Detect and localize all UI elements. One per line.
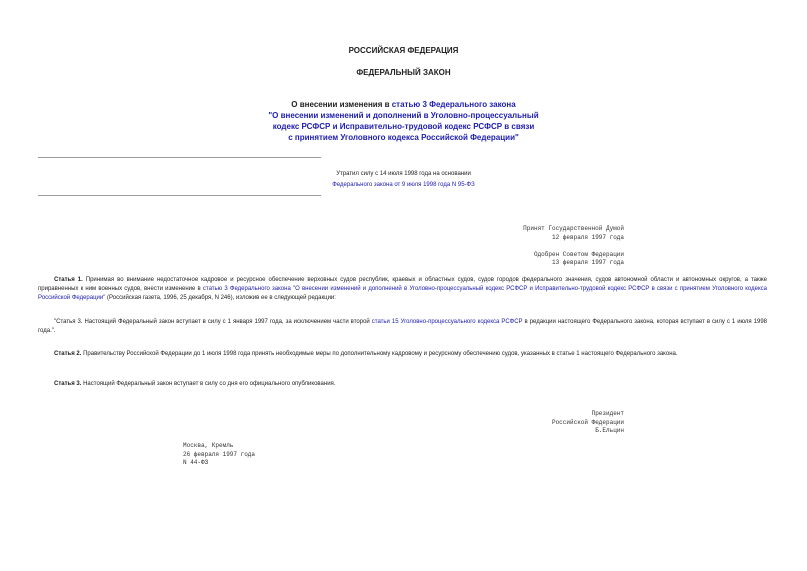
amended-article-quote (38, 318, 767, 336)
status-note-text: Утратил силу с 14 июля 1998 года на основании (336, 171, 471, 177)
article-1-label: Статья 1. (54, 277, 83, 283)
adoption-block (523, 225, 624, 268)
repeal-law-link[interactable]: Федерального закона от 9 июля 1998 года N 95-ФЗ (332, 182, 475, 188)
place: Москва, Кремль (183, 442, 234, 449)
article-3-text: Настоящий Федеральный закон вступает в силу со дня его официального опубликования. (81, 381, 336, 387)
title-line-1 (0, 99, 807, 110)
article-1-text-b: (Российская газета, 1996, 25 декабря, N 246), изложив ее в следующей редакции: (105, 295, 336, 301)
signature-office: Российской Федерации (551, 418, 624, 426)
law-type-heading: ФЕДЕРАЛЬНЫЙ ЗАКОН (356, 68, 451, 77)
divider-top (38, 157, 321, 158)
title-line-2 (0, 110, 807, 121)
quote-text-b: в редакции настоящего Федерального закона, которая вступает в силу с 1 июля 1998 года.". (38, 319, 768, 334)
divider-bottom (38, 195, 321, 196)
signature-name: Б.Ельцин (595, 427, 624, 435)
title-law-link-line-2[interactable]: "О внесении изменений и дополнений в Уголовно-процессуальный (268, 111, 539, 120)
status-note (0, 169, 807, 191)
duma-adoption-date: 12 февраля 1997 года (551, 233, 624, 241)
title-law-link-line-3[interactable]: кодекс РСФСР и Исправительно-трудовой кодекс РСФСР в связи (272, 122, 535, 131)
duma-adoption-line: Принят Государственной Думой (523, 225, 624, 232)
council-approval-line: Одобрен Советом Федерации (533, 250, 624, 258)
quote-code-link[interactable]: статьи 15 Уголовно-процессуального кодекса РСФСР (371, 319, 523, 325)
title-line-3 (0, 121, 807, 132)
signature-title: Президент (591, 410, 624, 417)
law-number: N 44-ФЗ (183, 459, 209, 467)
law-title (0, 99, 807, 143)
federation-heading: РОССИЙСКАЯ ФЕДЕРАЦИЯ (348, 46, 459, 55)
quote-text-a: "Статья 3. Настоящий Федеральный закон вступает в силу с 1 января 1997 года, за исключением части второй (54, 319, 372, 325)
title-prefix: О внесении изменения в (291, 100, 392, 109)
date: 26 февраля 1997 года (183, 450, 256, 458)
article-3 (38, 380, 767, 389)
title-line-4 (0, 132, 807, 143)
article-2-text: Правительству Российской Федерации до 1 июля 1998 года принять необходимые меры по дополнительному кадровому и ресурсному обеспечению судов, указанных в статье 1 настоящего Федерального закона. (81, 351, 678, 357)
council-approval-date: 13 февраля 1997 года (551, 259, 624, 267)
title-law-link-line-4[interactable]: с принятием Уголовного кодекса Российской Федерации" (288, 133, 519, 142)
title-article-link[interactable]: статью 3 Федерального закона (391, 100, 516, 109)
place-date-block (183, 442, 255, 468)
article-1-law-link[interactable]: статью 3 Федерального закона "О внесении изменений и дополнений в Уголовно-процессуальный кодекс РСФСР и Исправительно-трудовой кодекс РСФСР в связи с принятием Уголовного кодекса Российской Федерации" (38, 286, 767, 301)
article-1-text-a: Принимая во внимание недостаточное кадровое и ресурсное обеспечение верховных судов республик, краевых и областных судов, судов городов федерального значения, судов автономной области и автономных округов, а также приравненных к ним военных судов, внести изменение в (38, 277, 767, 292)
article-2-label: Статья 2. (54, 351, 82, 357)
article-3-label: Статья 3. (54, 381, 82, 387)
article-1 (38, 276, 767, 303)
signature-block (552, 410, 624, 436)
article-2 (38, 350, 767, 359)
